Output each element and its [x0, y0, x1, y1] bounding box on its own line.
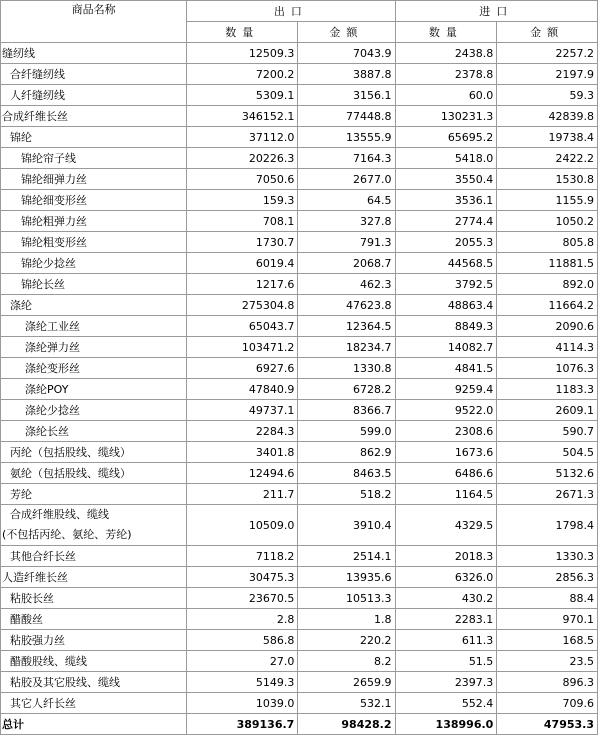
export-quantity-cell: 6019.4 [187, 253, 298, 274]
product-name-cell: 粘胶强力丝 [1, 630, 187, 651]
product-name-cell: 其他合纤长丝 [1, 546, 187, 567]
table-row [1, 651, 598, 672]
import-quantity-cell: 51.5 [395, 651, 497, 672]
export-quantity-cell: 47840.9 [187, 379, 298, 400]
import-amount-cell: 1530.8 [497, 169, 598, 190]
export-quantity-cell: 275304.8 [187, 295, 298, 316]
export-quantity-cell: 708.1 [187, 211, 298, 232]
export-quantity-cell: 7200.2 [187, 64, 298, 85]
import-quantity-cell: 1164.5 [395, 484, 497, 505]
export-amount-cell: 13555.9 [298, 127, 395, 148]
product-name-cell: 涤纶POY [1, 379, 187, 400]
export-quantity-cell: 586.8 [187, 630, 298, 651]
export-quantity-cell: 1039.0 [187, 693, 298, 714]
import-quantity-cell: 9259.4 [395, 379, 497, 400]
export-quantity-cell: 1730.7 [187, 232, 298, 253]
export-amount-cell: 1.8 [298, 609, 395, 630]
import-quantity-cell: 2774.4 [395, 211, 497, 232]
import-quantity-cell: 611.3 [395, 630, 497, 651]
export-amount-cell: 7043.9 [298, 43, 395, 64]
header-export: 出口 [187, 1, 395, 22]
import-quantity-cell: 6326.0 [395, 567, 497, 588]
export-amount-cell: 12364.5 [298, 316, 395, 337]
import-amount-cell: 2197.9 [497, 64, 598, 85]
import-quantity-cell: 5418.0 [395, 148, 497, 169]
table-body [1, 43, 598, 735]
product-name-cell: 人造纤维长丝 [1, 567, 187, 588]
import-amount-cell: 2090.6 [497, 316, 598, 337]
export-amount-cell: 462.3 [298, 274, 395, 295]
export-quantity-cell: 6927.6 [187, 358, 298, 379]
export-quantity-cell: 7118.2 [187, 546, 298, 567]
import-quantity-cell: 6486.6 [395, 463, 497, 484]
product-name-cell: 醋酸股线、缆线 [1, 651, 187, 672]
table-row [1, 421, 598, 442]
import-quantity-cell: 3536.1 [395, 190, 497, 211]
export-amount-cell: 2659.9 [298, 672, 395, 693]
export-quantity-cell: 20226.3 [187, 148, 298, 169]
table-row [1, 546, 598, 567]
import-quantity-cell: 2308.6 [395, 421, 497, 442]
import-amount-cell: 2856.3 [497, 567, 598, 588]
export-amount-cell: 3156.1 [298, 85, 395, 106]
export-amount-cell: 3887.8 [298, 64, 395, 85]
total-label: 总计 [1, 714, 187, 735]
export-quantity-cell: 30475.3 [187, 567, 298, 588]
total-export-amount-cell: 98428.2 [298, 714, 395, 735]
product-name-cell: 锦纶粗弹力丝 [1, 211, 187, 232]
export-amount-cell: 13935.6 [298, 567, 395, 588]
import-quantity-cell: 2438.8 [395, 43, 497, 64]
export-amount-cell: 8463.5 [298, 463, 395, 484]
table-row [1, 693, 598, 714]
product-name-cell: 丙纶（包括股线、缆线） [1, 442, 187, 463]
table-row [1, 567, 598, 588]
product-name-cell: 锦纶细变形丝 [1, 190, 187, 211]
product-name-cell: 合成纤维长丝 [1, 106, 187, 127]
table-header [1, 1, 598, 43]
total-import-amount-cell: 47953.3 [497, 714, 598, 735]
table-row [1, 232, 598, 253]
product-name-cell: 粘胶及其它股线、缆线 [1, 672, 187, 693]
table-row [1, 169, 598, 190]
table-row [1, 211, 598, 232]
import-quantity-cell: 3792.5 [395, 274, 497, 295]
import-amount-cell: 23.5 [497, 651, 598, 672]
table-row [1, 337, 598, 358]
export-quantity-cell: 211.7 [187, 484, 298, 505]
import-quantity-cell: 2018.3 [395, 546, 497, 567]
table-row [1, 484, 598, 505]
product-name-cell: 氨纶（包括股线、缆线） [1, 463, 187, 484]
header-import-amount: 金额 [497, 22, 598, 43]
import-amount-cell: 896.3 [497, 672, 598, 693]
table-row [1, 274, 598, 295]
export-amount-cell: 599.0 [298, 421, 395, 442]
product-name-cell: 涤纶变形丝 [1, 358, 187, 379]
export-amount-cell: 10513.3 [298, 588, 395, 609]
import-amount-cell: 4114.3 [497, 337, 598, 358]
export-quantity-cell: 10509.0 [187, 505, 298, 546]
import-amount-cell: 2609.1 [497, 400, 598, 421]
header-import-quantity: 数量 [395, 22, 497, 43]
export-amount-cell: 2514.1 [298, 546, 395, 567]
export-amount-cell: 8366.7 [298, 400, 395, 421]
table-row [1, 106, 598, 127]
import-quantity-cell: 2397.3 [395, 672, 497, 693]
import-amount-cell: 42839.8 [497, 106, 598, 127]
table-row [1, 463, 598, 484]
export-amount-cell: 862.9 [298, 442, 395, 463]
export-amount-cell: 64.5 [298, 190, 395, 211]
header-export-quantity: 数量 [187, 22, 298, 43]
export-quantity-cell: 2284.3 [187, 421, 298, 442]
export-quantity-cell: 37112.0 [187, 127, 298, 148]
header-export-amount: 金额 [298, 22, 395, 43]
export-amount-cell: 2068.7 [298, 253, 395, 274]
product-name-line-1: 合成纤维股线、缆线 [10, 508, 109, 521]
header-product-name: 商品名称 [1, 1, 187, 43]
product-name-cell: 锦纶粗变形丝 [1, 232, 187, 253]
export-quantity-cell: 159.3 [187, 190, 298, 211]
import-amount-cell: 709.6 [497, 693, 598, 714]
table-row [1, 672, 598, 693]
export-quantity-cell: 12494.6 [187, 463, 298, 484]
import-amount-cell: 1330.3 [497, 546, 598, 567]
export-quantity-cell: 1217.6 [187, 274, 298, 295]
export-amount-cell: 532.1 [298, 693, 395, 714]
export-quantity-cell: 49737.1 [187, 400, 298, 421]
total-export-quantity-cell: 389136.7 [187, 714, 298, 735]
import-amount-cell: 1183.3 [497, 379, 598, 400]
table-row [1, 127, 598, 148]
import-quantity-cell: 3550.4 [395, 169, 497, 190]
total-row [1, 714, 598, 735]
import-quantity-cell: 2378.8 [395, 64, 497, 85]
import-amount-cell: 168.5 [497, 630, 598, 651]
product-name-cell: 锦纶长丝 [1, 274, 187, 295]
import-quantity-cell: 4329.5 [395, 505, 497, 546]
product-name-cell: 涤纶少捻丝 [1, 400, 187, 421]
import-amount-cell: 504.5 [497, 442, 598, 463]
table-row [1, 379, 598, 400]
table-row [1, 630, 598, 651]
import-quantity-cell: 44568.5 [395, 253, 497, 274]
export-amount-cell: 220.2 [298, 630, 395, 651]
product-name-cell: 锦纶细弹力丝 [1, 169, 187, 190]
import-amount-cell: 805.8 [497, 232, 598, 253]
import-amount-cell: 1798.4 [497, 505, 598, 546]
import-quantity-cell: 4841.5 [395, 358, 497, 379]
product-name-cell [1, 505, 187, 546]
table-row [1, 588, 598, 609]
product-name-cell: 涤纶工业丝 [1, 316, 187, 337]
total-import-quantity-cell: 138996.0 [395, 714, 497, 735]
import-quantity-cell: 60.0 [395, 85, 497, 106]
import-amount-cell: 11664.2 [497, 295, 598, 316]
product-name-cell: 涤纶长丝 [1, 421, 187, 442]
table-row [1, 85, 598, 106]
product-name-cell: 缝纫线 [1, 43, 187, 64]
import-amount-cell: 892.0 [497, 274, 598, 295]
table-row [1, 609, 598, 630]
import-amount-cell: 1155.9 [497, 190, 598, 211]
table-row [1, 505, 598, 546]
export-quantity-cell: 2.8 [187, 609, 298, 630]
import-amount-cell: 970.1 [497, 609, 598, 630]
table-row [1, 64, 598, 85]
export-amount-cell: 8.2 [298, 651, 395, 672]
export-quantity-cell: 7050.6 [187, 169, 298, 190]
import-quantity-cell: 9522.0 [395, 400, 497, 421]
export-quantity-cell: 103471.2 [187, 337, 298, 358]
import-quantity-cell: 2283.1 [395, 609, 497, 630]
product-name-cell: 锦纶 [1, 127, 187, 148]
import-quantity-cell: 65695.2 [395, 127, 497, 148]
import-amount-cell: 2422.2 [497, 148, 598, 169]
header-import: 进口 [395, 1, 598, 22]
table-row [1, 43, 598, 64]
table-row [1, 316, 598, 337]
table-row [1, 400, 598, 421]
product-name-cell: 涤纶弹力丝 [1, 337, 187, 358]
import-amount-cell: 590.7 [497, 421, 598, 442]
export-quantity-cell: 27.0 [187, 651, 298, 672]
export-quantity-cell: 5149.3 [187, 672, 298, 693]
export-quantity-cell: 3401.8 [187, 442, 298, 463]
export-amount-cell: 1330.8 [298, 358, 395, 379]
import-quantity-cell: 1673.6 [395, 442, 497, 463]
table-row [1, 190, 598, 211]
import-amount-cell: 19738.4 [497, 127, 598, 148]
export-quantity-cell: 5309.1 [187, 85, 298, 106]
export-amount-cell: 6728.2 [298, 379, 395, 400]
product-name-cell: 涤纶 [1, 295, 187, 316]
import-quantity-cell: 552.4 [395, 693, 497, 714]
import-amount-cell: 59.3 [497, 85, 598, 106]
export-amount-cell: 47623.8 [298, 295, 395, 316]
export-amount-cell: 3910.4 [298, 505, 395, 546]
import-amount-cell: 2671.3 [497, 484, 598, 505]
export-amount-cell: 7164.3 [298, 148, 395, 169]
product-name-cell: 合纤缝纫线 [1, 64, 187, 85]
table-row [1, 358, 598, 379]
import-quantity-cell: 8849.3 [395, 316, 497, 337]
export-quantity-cell: 23670.5 [187, 588, 298, 609]
export-amount-cell: 18234.7 [298, 337, 395, 358]
product-name-cell: 锦纶少捻丝 [1, 253, 187, 274]
export-quantity-cell: 346152.1 [187, 106, 298, 127]
import-amount-cell: 1076.3 [497, 358, 598, 379]
import-amount-cell: 11881.5 [497, 253, 598, 274]
export-quantity-cell: 12509.3 [187, 43, 298, 64]
export-amount-cell: 327.8 [298, 211, 395, 232]
table-row [1, 442, 598, 463]
import-amount-cell: 5132.6 [497, 463, 598, 484]
import-amount-cell: 2257.2 [497, 43, 598, 64]
product-name-cell: 锦纶帘子线 [1, 148, 187, 169]
export-quantity-cell: 65043.7 [187, 316, 298, 337]
import-quantity-cell: 14082.7 [395, 337, 497, 358]
product-name-cell: 醋酸丝 [1, 609, 187, 630]
product-name-line-2: (不包括丙纶、氨纶、芳纶) [2, 528, 132, 541]
import-quantity-cell: 48863.4 [395, 295, 497, 316]
product-name-cell: 人纤缝纫线 [1, 85, 187, 106]
import-quantity-cell: 430.2 [395, 588, 497, 609]
product-name-cell: 粘胶长丝 [1, 588, 187, 609]
export-amount-cell: 791.3 [298, 232, 395, 253]
export-amount-cell: 518.2 [298, 484, 395, 505]
import-amount-cell: 1050.2 [497, 211, 598, 232]
product-name-cell: 芳纶 [1, 484, 187, 505]
table-row [1, 295, 598, 316]
import-quantity-cell: 2055.3 [395, 232, 497, 253]
import-quantity-cell: 130231.3 [395, 106, 497, 127]
table-row [1, 148, 598, 169]
export-amount-cell: 77448.8 [298, 106, 395, 127]
export-amount-cell: 2677.0 [298, 169, 395, 190]
product-name-cell: 其它人纤长丝 [1, 693, 187, 714]
table-row [1, 253, 598, 274]
import-amount-cell: 88.4 [497, 588, 598, 609]
